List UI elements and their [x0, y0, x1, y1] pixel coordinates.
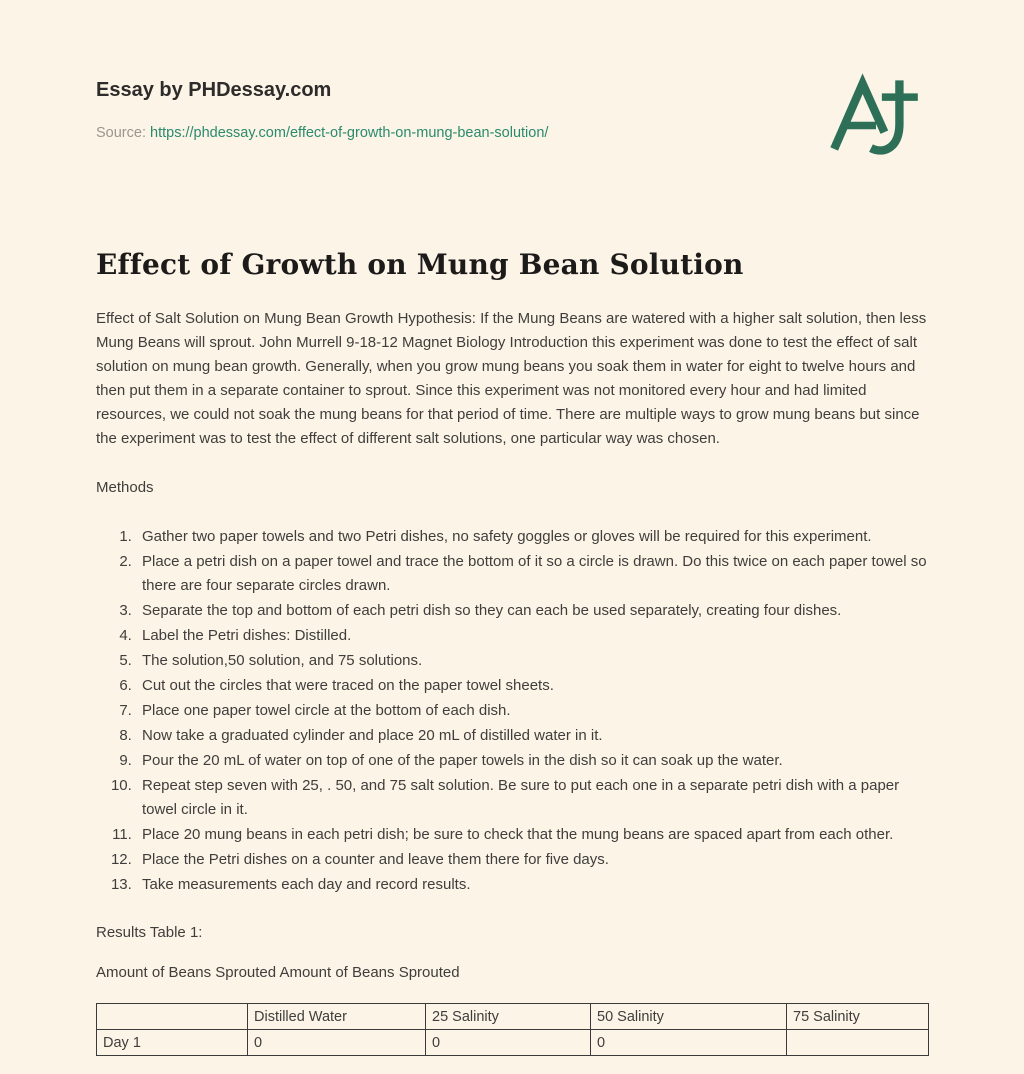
site-title: Essay by PHDessay.com — [96, 79, 332, 101]
method-step: 2. Place a petri dish on a paper towel and trace the bottom of it so a circle is drawn. Do this twice on each paper towel so there are four separate circles drawn. — [136, 550, 930, 598]
method-step: 5. The solution,50 solution, and 75 solutions. — [136, 649, 930, 673]
page-header — [96, 78, 930, 164]
method-step: 3. Separate the top and bottom of each petri dish so they can each be used separately, creating four dishes. — [136, 599, 930, 623]
table-header-cell: 75 Salinity — [787, 1004, 929, 1030]
table-row — [97, 1030, 929, 1056]
source-label: Source: — [96, 125, 146, 141]
table-header-cell: 50 Salinity — [591, 1004, 787, 1030]
table-header-cell — [97, 1004, 248, 1030]
method-step: 6. Cut out the circles that were traced on the paper towel sheets. — [136, 674, 930, 698]
method-step: 1. Gather two paper towels and two Petri dishes, no safety goggles or gloves will be required for this experiment. — [136, 525, 930, 549]
method-step: 13. Take measurements each day and record results. — [136, 873, 930, 897]
table-cell: 0 — [248, 1030, 426, 1056]
table-caption: Amount of Beans Sprouted Amount of Beans Sprouted — [96, 964, 460, 981]
table-header-cell: Distilled Water — [248, 1004, 426, 1030]
phdessay-logo-icon — [822, 72, 930, 164]
results-table — [96, 1003, 929, 1056]
table-cell: Day 1 — [97, 1030, 248, 1056]
source-link[interactable]: https://phdessay.com/effect-of-growth-on-mung-bean-solution/ — [150, 125, 549, 141]
method-step: 7. Place one paper towel circle at the bottom of each dish. — [136, 699, 930, 723]
method-step: 9. Pour the 20 mL of water on top of one of the paper towels in the dish so it can soak up the water. — [136, 749, 930, 773]
table-cell: 0 — [591, 1030, 787, 1056]
method-step: 12. Place the Petri dishes on a counter and leave them there for five days. — [136, 848, 930, 872]
intro-paragraph: Effect of Salt Solution on Mung Bean Growth Hypothesis: If the Mung Beans are watered with a higher salt solution, then less Mung Beans will sprout. John Murrell 9-18-12 Magnet Biology Introduction this experiment was done to test the effect of salt solution on mung bean growth. Generally, when you grow mung beans you soak them in water for eight to twelve hours and then put them in a separate container to sprout. Since this experiment was not monitored every hour and had limited resources, we could not soak the mung beans for that period of time. There are multiple ways to grow mung beans but since the experiment was to test the effect of different salt solutions, one particular way was chosen. — [96, 310, 927, 447]
table-header-row — [97, 1004, 929, 1030]
essay-title: Effect of Growth on Mung Bean Solution — [96, 248, 744, 281]
methods-heading: Methods — [96, 479, 154, 496]
methods-list — [96, 525, 930, 897]
method-step: 8. Now take a graduated cylinder and place 20 mL of distilled water in it. — [136, 724, 930, 748]
results-label: Results Table 1: — [96, 924, 203, 941]
source-line — [96, 124, 548, 142]
table-cell — [787, 1030, 929, 1056]
method-step: 11. Place 20 mung beans in each petri dish; be sure to check that the mung beans are spaced apart from each other. — [136, 823, 930, 847]
method-step: 4. Label the Petri dishes: Distilled. — [136, 624, 930, 648]
header-text-block — [96, 78, 548, 142]
table-header-cell: 25 Salinity — [426, 1004, 591, 1030]
method-step: 10. Repeat step seven with 25, . 50, and 75 salt solution. Be sure to put each one in a separate petri dish with a paper towel circle in it. — [136, 774, 930, 822]
table-cell: 0 — [426, 1030, 591, 1056]
